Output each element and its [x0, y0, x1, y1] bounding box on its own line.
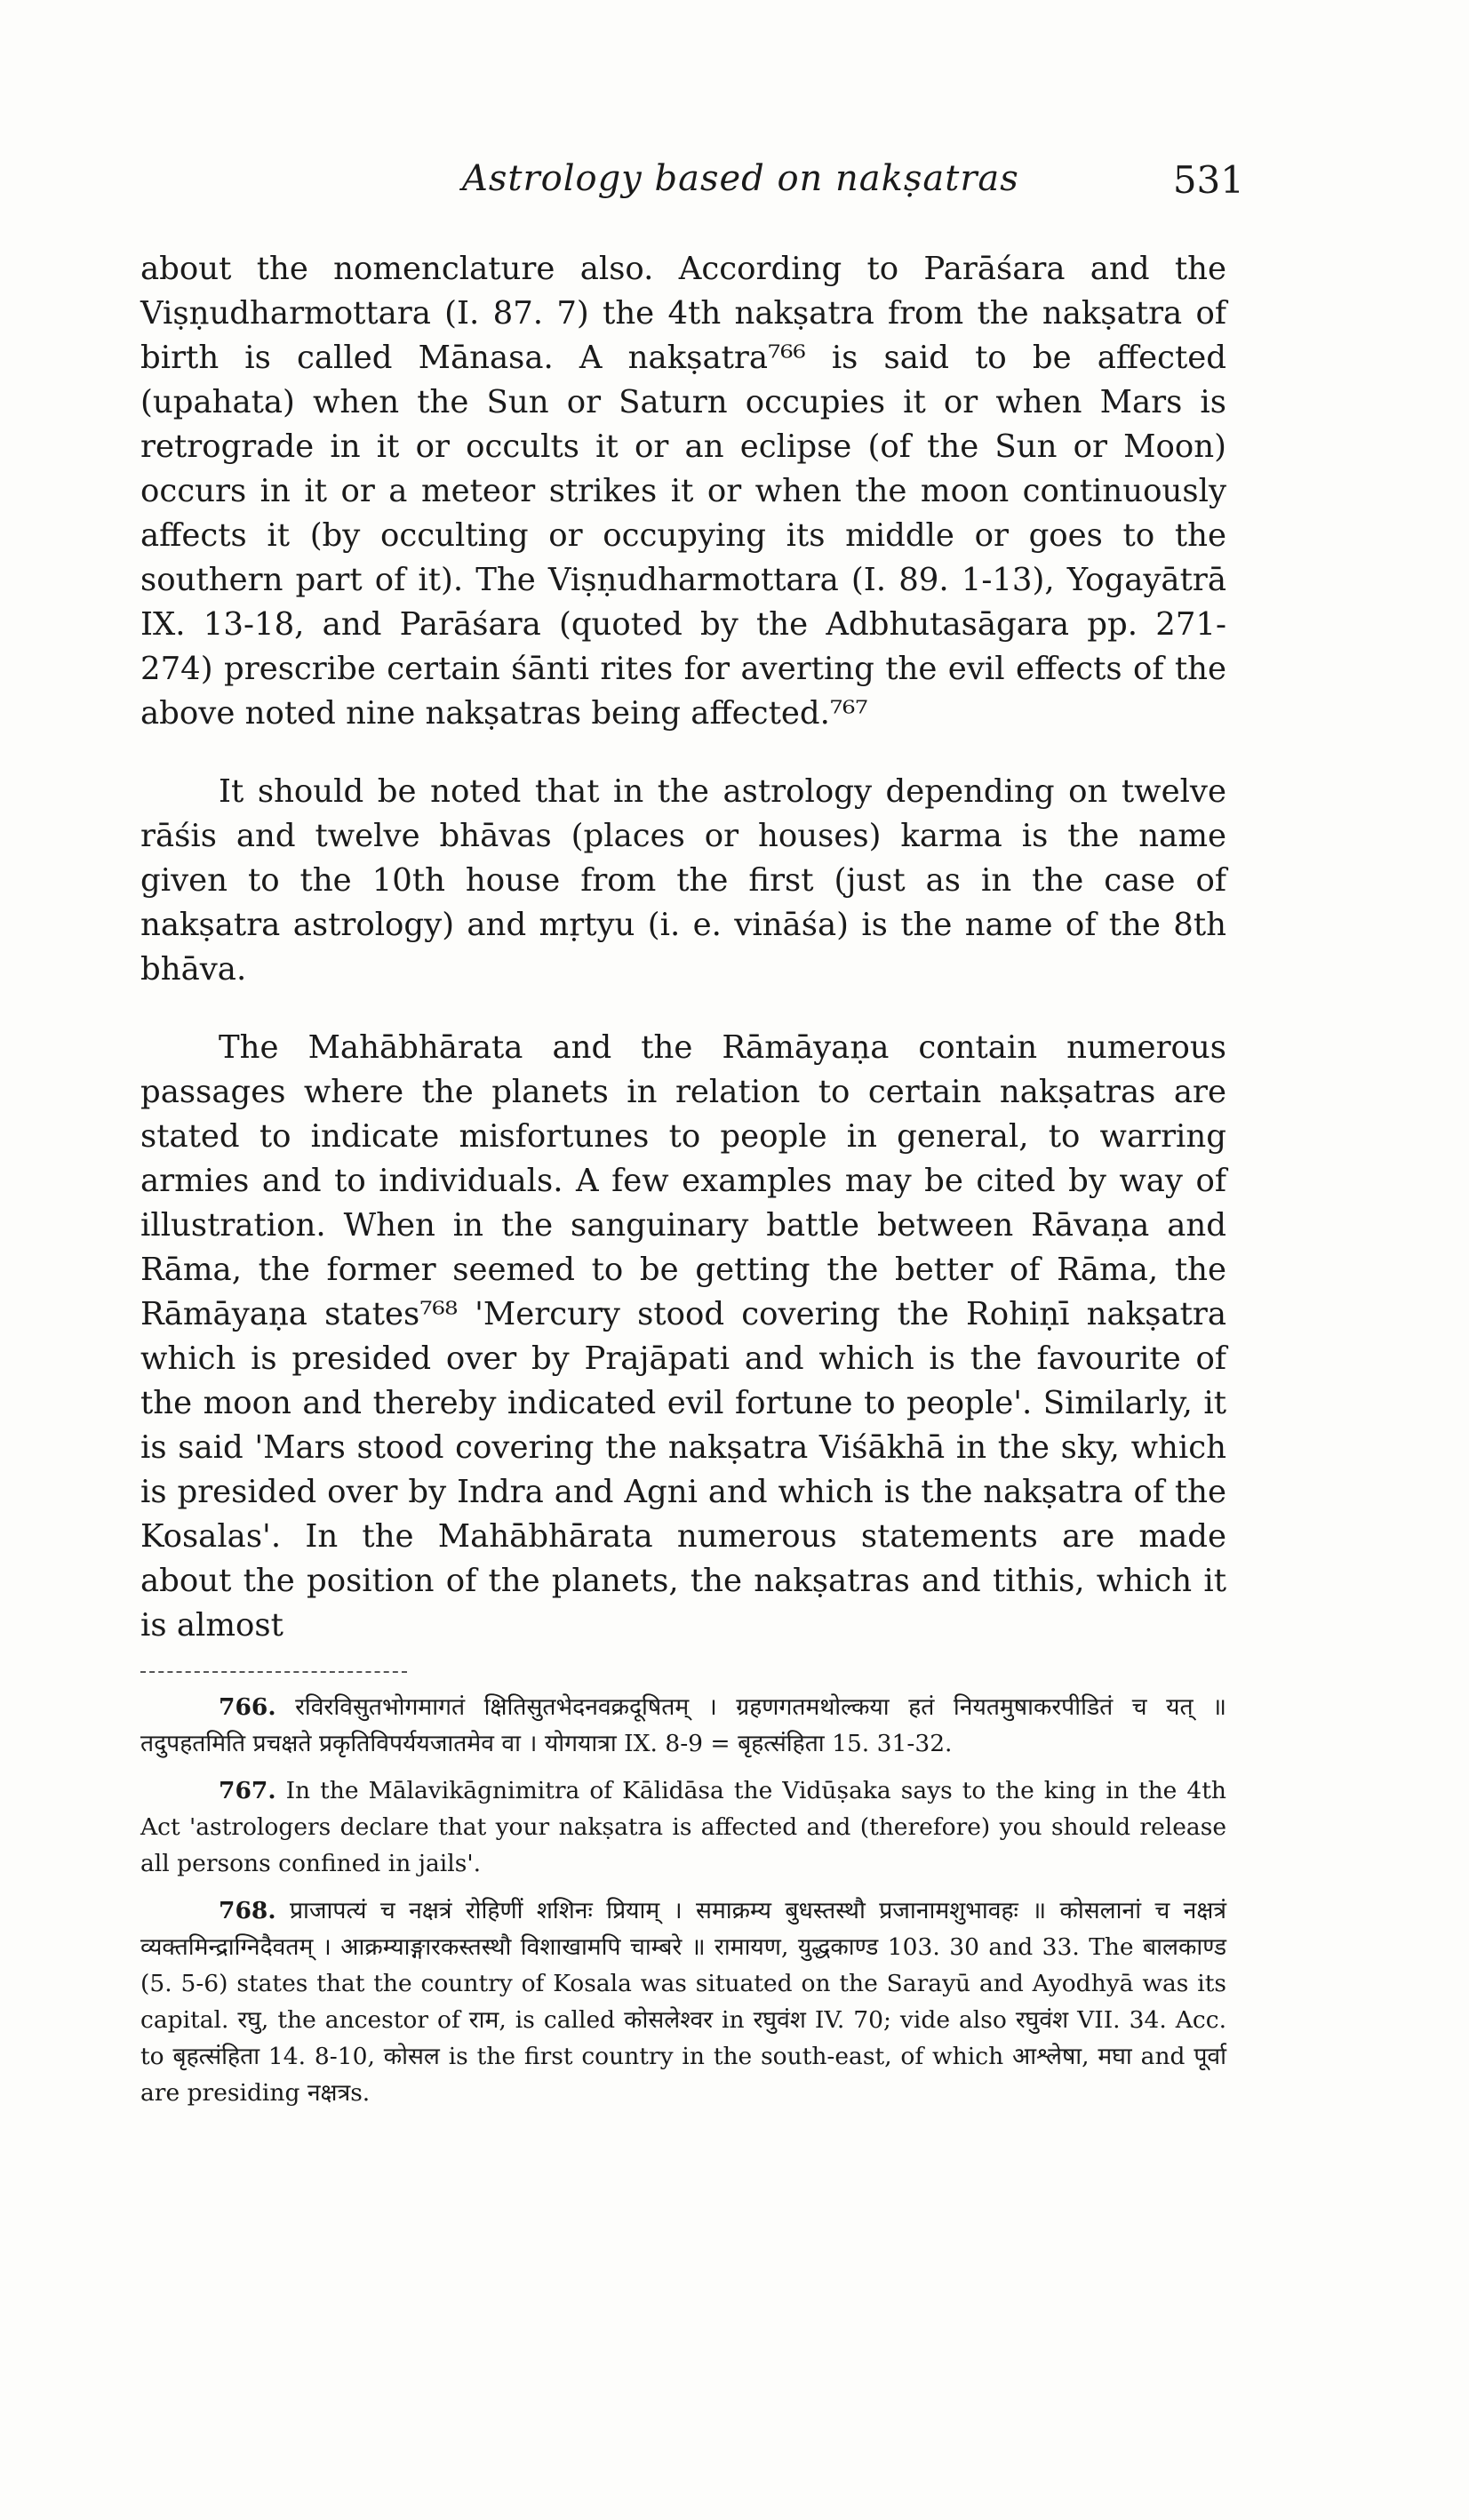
footnote-text: प्राजापत्यं च नक्षत्रं रोहिणीं शशिनः प्रियाम् । समाक्रम्य बुधस्तस्थौ प्रजानामशुभावहः ॥ कोसलानां च नक्षत्रं व्यक्तमिन्द्राग्निदैवतम् । आक्रम्याङ्गारकस्तस्थौ विशाखामपि चाम्बरे ॥ रामायण, युद्धकाण्ड 103. 30 and 33. The बालकाण्ड (5. 5-6) states that the country of Kosala was situated on the Sarayū and Ayodhyā was its capital. रघु, the ancestor of राम, is called कोसलेश्वर in रघुवंश IV. 70; vide also रघुवंश VII. 34. Acc. to बृहत्संहिता 14. 8-10, कोसल is the first country in the south-east, of which आश्लेषा, मघा and पूर्वा are presiding नक्षत्रs.	[140, 1897, 1226, 2107]
page-number: 531	[1172, 158, 1244, 202]
footnote-768	[140, 1892, 1226, 2111]
footnote-number: 767.	[219, 1777, 276, 1804]
footnote-766	[140, 1689, 1226, 1762]
footnote-767	[140, 1772, 1226, 1882]
footnote-number: 766.	[219, 1693, 276, 1721]
footnote-text: In the Mālavikāgnimitra of Kālidāsa the Vidūṣaka says to the king in the 4th Act 'astrologers declare that your nakṣatra is affected and (therefore) you should release all persons confined in jails'.	[140, 1777, 1226, 1877]
running-head: Astrology based on nakṣatras	[462, 158, 1019, 199]
footnotes	[140, 1689, 1226, 2122]
body-text	[140, 247, 1226, 1682]
footnote-number: 768.	[219, 1897, 276, 1924]
page-header	[462, 158, 1244, 212]
paragraph-3: The Mahābhārata and the Rāmāyaṇa contain numerous passages where the planets in relation to certain nakṣatras are stated to indicate misfortunes to people in general, to warring armies and to individuals. A few examples may be cited by way of illustration. When in the sanguinary battle between Rāvaṇa and Rāma, the former seemed to be getting the better of Rāma, the Rāmāyaṇa states⁷⁶⁸ 'Mercury stood covering the Rohiṇī nakṣatra which is presided over by Prajāpati and which is the favourite of the moon and thereby indicated evil fortune to people'. Similarly, it is said 'Mars stood covering the nakṣatra Viśākhā in the sky, which is presided over by Indra and Agni and which is the nakṣatra of the Kosalas'. In the Mahābhārata numerous statements are made about the position of the planets, the nakṣatras and tithis, which it is almost	[140, 1029, 1226, 1644]
paragraph-1: about the nomenclature also. According to Parāśara and the Viṣṇudharmottara (I. 87. 7) the 4th nakṣatra from the nakṣatra of birth is called Mānasa. A nakṣatra⁷⁶⁶ is said to be affected (upahata) when the Sun or Saturn occupies it or when Mars is retrograde in it or occults it or an eclipse (of the Sun or Moon) occurs in it or a meteor strikes it or when the moon continuously affects it (by occulting or occupying its middle or goes to the southern part of it). The Viṣṇudharmottara (I. 89. 1-13), Yogayātrā IX. 13-18, and Parāśara (quoted by the Adbhutasāgara pp. 271-274) prescribe certain śānti rites for averting the evil effects of the above noted nine nakṣatras being affected.⁷⁶⁷	[140, 251, 1226, 732]
footnote-text: रविरविसुतभोगमागतं क्षितिसुतभेदनवक्रदूषितम् । ग्रहणगतमथोल्कया हतं नियतमुषाकरपीडितं च यत् ॥ तदुपहतमिति प्रचक्षते प्रकृतिविपर्ययजातमेव वा । योगयात्रा IX. 8-9 = बृहत्संहिता 15. 31-32.	[140, 1693, 1226, 1757]
footnote-divider	[140, 1671, 407, 1673]
paragraph-2: It should be noted that in the astrology depending on twelve rāśis and twelve bhāvas (places or houses) karma is the name given to the 10th house from the first (just as in the case of nakṣatra astrology) and mṛtyu (i. e. vināśa) is the name of the 8th bhāva.	[140, 773, 1226, 988]
